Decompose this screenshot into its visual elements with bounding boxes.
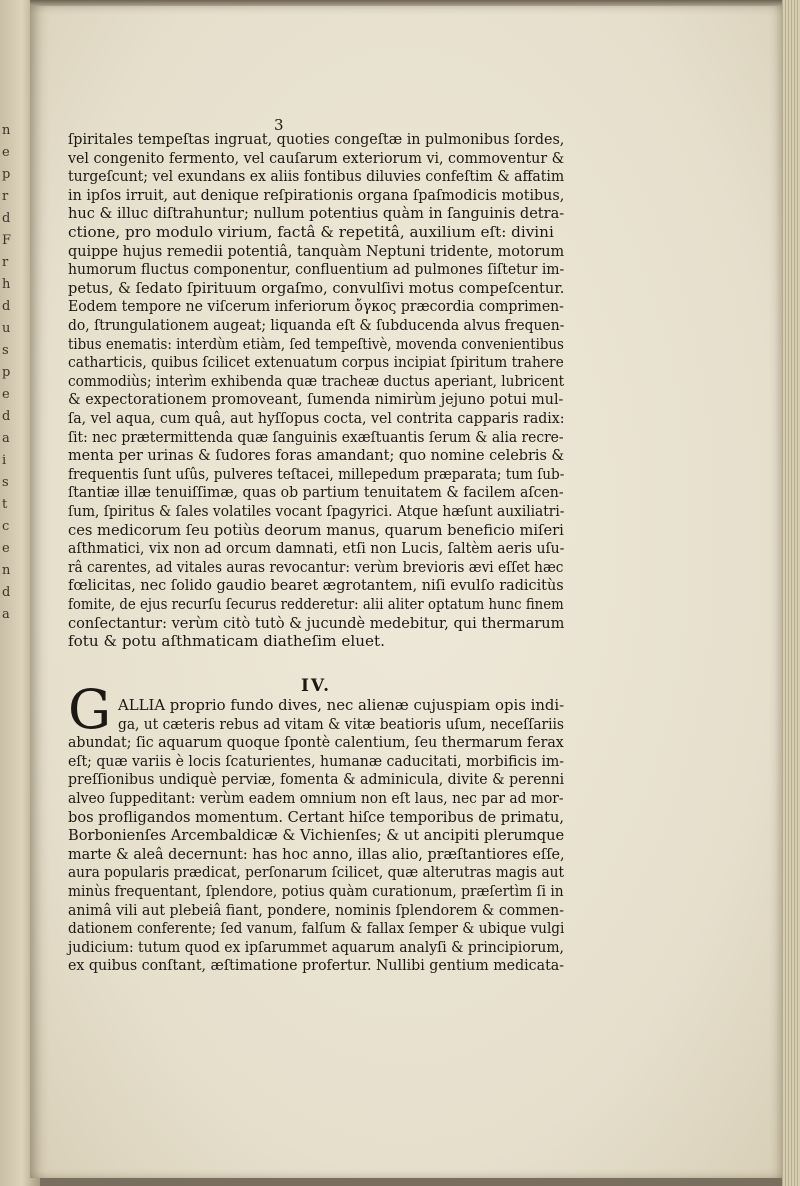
- text-line: ſit: nec prætermittenda quæ ſanguinis exæſtuantis ſerum & alia recre-: [68, 427, 564, 446]
- facing-page-fragment: p: [2, 167, 11, 182]
- text-line: fotu & potu aſthmaticam diatheſim eluet.: [68, 632, 385, 651]
- text-line: catharticis, quibus ſcilicet extenuatum corpus incipiat ſpiritum trahere: [68, 353, 564, 372]
- text-line: marte & aleâ decernunt: has hoc anno, illas alio, præſtantiores eſſe,: [68, 844, 565, 863]
- facing-page-fragment: c: [2, 519, 10, 534]
- facing-page-fragment: n: [2, 123, 11, 138]
- text-line: ctione, pro modulo virium, factâ & repetitâ, auxilium eſt: divini: [68, 223, 554, 241]
- text-line: in ipſos irruit, aut denique reſpirationis organa ſpaſmodicis motibus,: [68, 185, 565, 204]
- text-line: tibus enematis: interdùm etiàm, ſed tempeſtivè, movenda convenientibus: [68, 334, 564, 353]
- text-line: frequentis ſunt uſûs, pulveres teſtacei, millepedum præparata; tum ſub-: [68, 464, 565, 483]
- facing-page-fragment: s: [2, 475, 9, 490]
- facing-page-fragment: r: [2, 189, 9, 204]
- text-line: ga, ut cæteris rebus ad vitam & vitæ beatioris uſum, neceſſariis: [118, 714, 565, 733]
- text-line: vel congenito fermento, vel cauſarum exteriorum vi, commoventur &: [68, 148, 565, 167]
- text-line: turgeſcunt; vel exundans ex aliis fontibus diluvies confeſtim & affatim: [68, 167, 565, 186]
- text-line: huc & illuc diſtrahuntur; nullum potentius quàm in ſanguinis detra-: [68, 204, 565, 223]
- facing-page-fragment: h: [2, 277, 11, 292]
- text-line: eſt; quæ variis è locis ſcaturientes, humanæ caducitati, morbificis im-: [68, 751, 565, 770]
- facing-page-fragment: e: [2, 145, 10, 160]
- facing-page-fragment: a: [2, 431, 10, 446]
- drop-cap: G: [68, 678, 112, 741]
- text-line: Eodem tempore ne viſcerum inferiorum ὄγκος præcordia comprimen-: [68, 297, 564, 316]
- section-heading: IV.: [300, 676, 332, 696]
- text-line: ſum, ſpiritus & ſales volatiles vocant ſpagyrici. Atque hæſunt auxiliatri-: [68, 502, 565, 520]
- facing-page-fragment: F: [2, 233, 12, 248]
- text-line: menta per urinas & ſudores foras amandant; quo nomine celebris &: [68, 446, 565, 465]
- text-line: Borbonienſes Arcembaldicæ & Vichienſes; & ut ancipiti plerumque: [68, 826, 565, 845]
- text-line: râ carentes, ad vitales auras revocantur: verùm brevioris ævi eſſet hæc: [68, 557, 564, 576]
- text-line: preſſionibus undiquè perviæ, fomenta & adminicula, divite & perenni: [68, 770, 565, 789]
- facing-page-fragment: p: [2, 365, 11, 380]
- text-line: alveo ſuppeditant: verùm eadem omnium non eſt laus, nec par ad mor-: [68, 789, 564, 807]
- facing-page-fragment: e: [2, 387, 10, 402]
- text-line: commodiùs; interìm exhibenda quæ tracheæ ductus aperiant, lubricent: [68, 371, 565, 390]
- text-line: dationem conferente; ſed vanum, falſum & fallax ſemper & ubique vulgi: [68, 919, 565, 938]
- facing-page-fragment: i: [2, 453, 7, 468]
- text-line: ſtantiæ illæ tenuiſſimæ, quas ob partium tenuitatem & facilem aſcen-: [68, 483, 564, 502]
- text-line: & expectorationem promoveant, ſumenda nimirùm jejuno potui mul-: [68, 390, 564, 409]
- facing-page-fragment: d: [2, 585, 11, 600]
- facing-page-fragment: a: [2, 607, 10, 622]
- text-line: do, ſtrungulationem augeat; liquanda eſt & ſubducenda alvus frequen-: [68, 316, 565, 334]
- facing-page-fragment: s: [2, 343, 9, 358]
- facing-page-fragment: u: [2, 321, 11, 336]
- text-line: bos profligandos momentum. Certant hiſce temporibus de primatu,: [68, 807, 565, 826]
- facing-page-fragment: d: [2, 409, 11, 424]
- text-line: ſa, vel aqua, cum quâ, aut hyſſopus cocta, vel contrita capparis radix:: [68, 409, 565, 427]
- text-line: conſectantur: verùm citò tutò & jucundè medebitur, qui thermarum: [68, 613, 565, 632]
- facing-page-fragment: n: [2, 563, 11, 578]
- facing-page-fragment: d: [2, 299, 11, 314]
- text-line: ſpiritales tempeſtas ingruat, quoties congeſtæ in pulmonibus ſordes,: [68, 130, 565, 148]
- facing-page-fragment: r: [2, 255, 9, 270]
- book-page: [30, 6, 782, 1178]
- text-line: abundat; ſic aquarum quoque ſpontè calentium, ſeu thermarum ferax: [68, 733, 564, 752]
- text-line: minùs frequentant, ſplendore, potius quàm curationum, præſertìm ſi in: [68, 882, 564, 900]
- facing-page-fragment: e: [2, 541, 10, 556]
- text-line: petus, & ſedato ſpirituum orgaſmo, convulſivi motus compeſcentur.: [68, 278, 565, 297]
- text-line: ces medicorum ſeu potiùs deorum manus, quarum beneficio miſeri: [68, 520, 564, 539]
- text-line: aſthmatici, vix non ad orcum damnati, etſi non Lucis, ſaltèm aeris uſu-: [68, 539, 565, 558]
- text-line: animâ vili aut plebeiâ fiant, pondere, nominis ſplendorem & commen-: [68, 900, 564, 919]
- text-line: fomite, de ejus recurſu ſecurus redderetur: alii aliter optatum hunc finem: [68, 595, 564, 613]
- text-line: fœlicitas, nec ſolido gaudio bearet ægrotantem, niſi evulſo radicitùs: [68, 576, 564, 595]
- text-line: humorum fluctus componentur, confluentium ad pulmones ſiſtetur im-: [68, 260, 565, 279]
- page-number: 3: [274, 116, 284, 134]
- text-line: ex quibus conſtant, æſtimatione profertur. Nullibi gentium medicata-: [68, 956, 565, 975]
- facing-page-fragment: d: [2, 211, 11, 226]
- facing-page-fragment: t: [2, 497, 8, 512]
- text-line: judicium: tutum quod ex ipſarummet aquarum analyſi & principiorum,: [68, 937, 564, 956]
- text-line: ALLIA proprio fundo dives, nec alienæ cujuspiam opis indi-: [118, 696, 565, 714]
- text-line: quippe hujus remedii potentiâ, tanquàm Neptuni tridente, motorum: [68, 241, 565, 260]
- text-line: aura popularis prædicat, perſonarum ſcilicet, quæ alterutras magis aut: [68, 863, 564, 882]
- page-stack-edge: [782, 0, 800, 1186]
